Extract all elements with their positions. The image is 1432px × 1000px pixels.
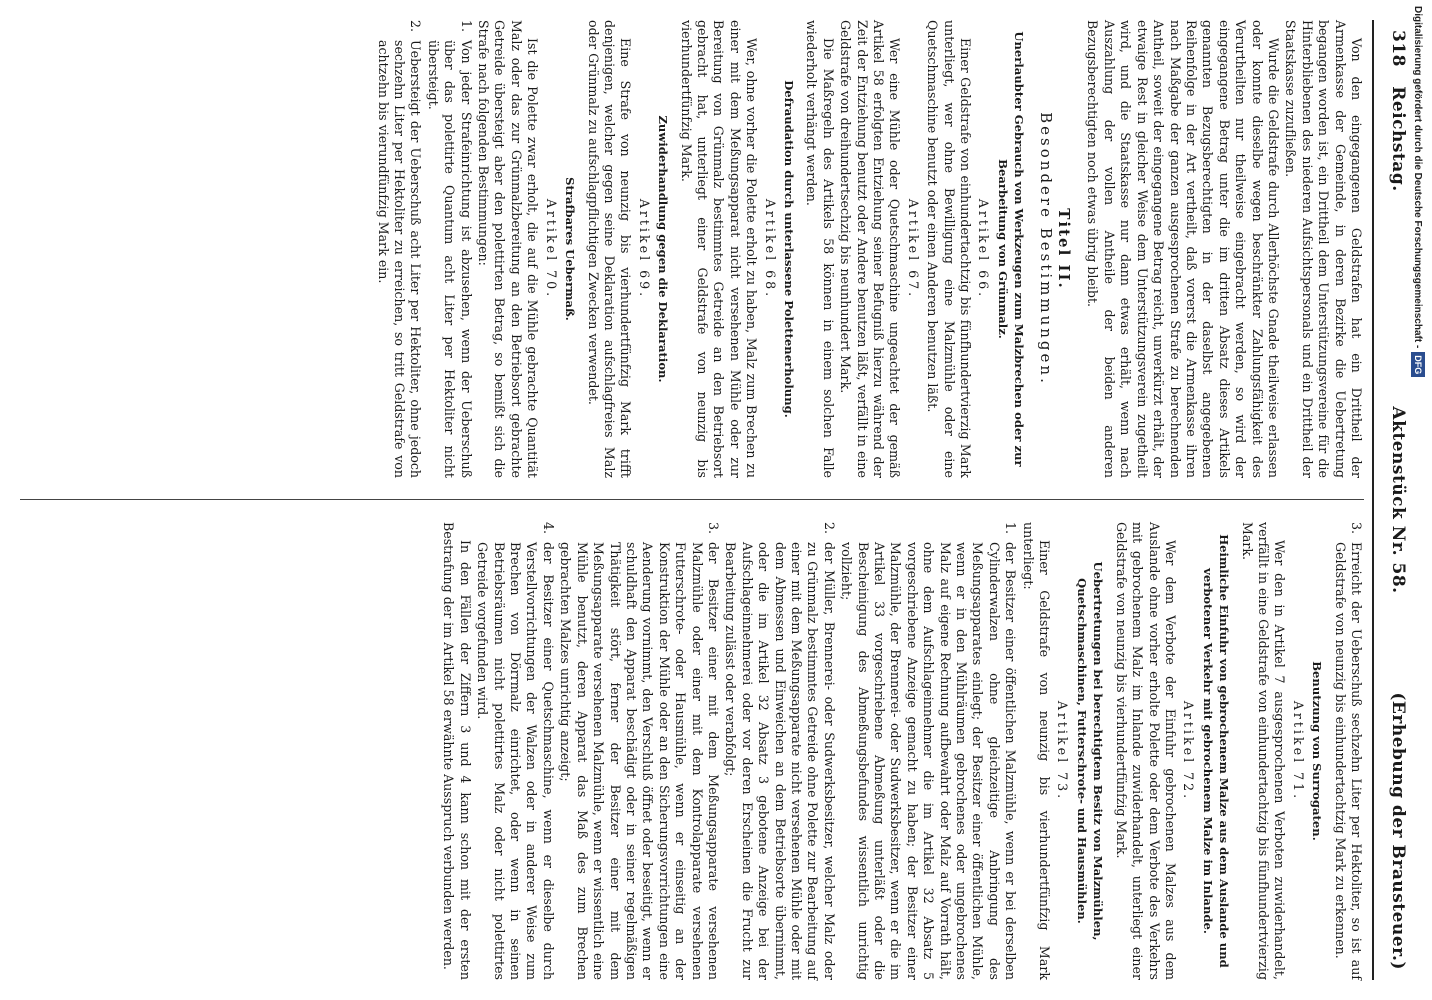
paragraph: Einer Geldstrafe von einhundertachtzig bis fünfhundertvierzig Mark unterliegt, wer ohne Bewilligung eine Malzmühle oder eine Quetschmaschine benutzt oder einen Anderen benutzen läßt. bbox=[925, 20, 974, 478]
header-rule bbox=[1372, 20, 1374, 980]
section-title: Titel II. bbox=[1055, 208, 1074, 290]
left-column bbox=[20, 20, 1364, 478]
page-number: 318 Reichstag. bbox=[1388, 30, 1408, 192]
list-item: 4. der Besitzer einer Quetschmaschine, wenn er dieselbe durch Verstellvorrichtungen der Walzen oder in anderer Weise zum Brechen von Dörrmalz einrichtet, oder wenn in seinen Betriebsräumen nicht polettirtes Malz oder nicht polettirtes Getreide vorgefunden wird. bbox=[475, 522, 556, 980]
paragraph: Wurde die Geldstrafe durch Allerhöchste Gnade theilweise erlassen oder konnte dieselbe wegen beschränkter Zahlungsfähigkeit des Verurtheilten nur theilweise eingebracht werden, so wird der eingegangene Betrag unter die im dritten Absatz dieses Artikels genannten Bezugsberechtigten in der daselbst angegebenen Reihenfolge in der Art vertheilt, daß vorerst die Armenkasse ihren nach Maßgabe der ganzen ausgesprochenen Strafe zu berechnenden Antheil, soweit der eingegangene Betrag reicht, unverkürzt erhält, der etwaige Rest in gleicher Weise dem Unterstützungsverein zugetheilt wird, und die Staatskasse nur dann etwas erhält, wenn nach Auszahlung der vollen Antheile der beiden anderen Bezugsberechtigten noch etwas übrig bleibt. bbox=[1085, 20, 1281, 478]
column-divider bbox=[20, 499, 1364, 500]
article-heading: Unerlaubter Gebrauch von Werkzeugen zum Malzbrechen oder zur Bearbeitung von Grünmalz. bbox=[995, 31, 1027, 467]
article-number: Artikel 66. bbox=[976, 198, 992, 300]
digitization-note: Digitalisierung gefördert durch die Deutsche Forschungsgemeinschaft -DFG bbox=[1406, 0, 1428, 1000]
article-heading: Uebertretungen bei berechtigtem Besitz von Malzmühlen, Quetschmaschinen, Futterschrote- und Hausmühlen. bbox=[1074, 561, 1106, 941]
paragraph: Einer Geldstrafe von neunzig bis vierhundertfünfzig Mark unterliegt: bbox=[1020, 522, 1053, 980]
article-heading: Heimliche Einfuhr von gebrochenem Malze aus dem Auslande und verbotener Verkehr mit gebrochenem Malze im Inlande. bbox=[1200, 534, 1232, 968]
header-left-title: Reichstag. bbox=[1388, 86, 1408, 192]
digitization-footer bbox=[1408, 0, 1430, 1000]
article-number: Artikel 72. bbox=[1181, 700, 1197, 802]
article-number: Artikel 70. bbox=[543, 198, 559, 300]
article-heading: Defraudation durch unterlassene Polettenerholung. bbox=[782, 80, 796, 418]
paragraph: Wer eine Mühle oder Quetschmaschine ungeachtet der gemäß Artikel 58 erfolgten Entziehung seiner Befugniß hierzu während der Zeit der Entziehung benutzt oder Andere benutzen läßt, verfällt in eine Geldstrafe von dreihundertsechzig bis neunhundert Mark. bbox=[838, 20, 903, 478]
article-number: Artikel 73. bbox=[1055, 700, 1071, 802]
list-item: 1. der Besitzer einer öffentlichen Malzmühle, wenn er bei derselben Cylinderwalzen ohne gleichzeitige Anbringung des Meßungsapparates einlegt; der Besitzer einer öffentlichen Mühle, wenn er in den Mühlräumen gebrochenes oder ungebrochenes Malz auf eigene Rechnung aufbewahrt oder Malz auf Vorrath hält, ohne dem Aufschlageinnehmer die im Artikel 32 Absatz 5 vorgeschriebene Anzeige gemacht zu haben; der Besitzer einer Malzmühle, der Brennerei- oder Sudwerksbesitzer, wenn er die im Artikel 33 vorgeschriebene Abmeßung unterläßt oder die Bescheinigung des Abmeßungsbefundes wissentlich unrichtig vollzieht; bbox=[839, 522, 1019, 980]
right-column bbox=[20, 522, 1364, 980]
dfg-logo: DFG bbox=[1411, 352, 1425, 377]
article-number: Artikel 67. bbox=[905, 198, 921, 300]
paragraph: Eine Strafe von neunzig bis vierhundertfünfzig Mark trifft denjenigen, welcher gegen seine Deklaration aufschlagfreies Malz oder Grünmalz zu aufschlagpflichtigen Zwecken verwendet. bbox=[585, 20, 634, 478]
paragraph: Wer dem Verbote der Einfuhr gebrochenen Malzes aus dem Auslande ohne vorher erholte Polette oder dem Verbote des Verkehrs mit gebrochenem Malz im Inlande zuwiderhandelt, unterliegt einer Geldstrafe von neunzig bis vierhundertfünfzig Mark. bbox=[1113, 522, 1178, 980]
list-item: 3. Erreicht der Ueberschuß sechzehn Liter per Hektoliter, so ist auf Geldstrafe von neunzig bis einhundertachtzig Mark zu erkennen. bbox=[1332, 522, 1364, 980]
header-right-title: (Erhebung der Brausteuer.) bbox=[1388, 692, 1408, 970]
section-subtitle: Besondere Bestimmungen. bbox=[1036, 112, 1055, 386]
list-item: 3. der Besitzer einer mit dem Meßungsapparate versehenen Malzmühle oder einer mit dem Kontrolapparate versehenen Futterschrote- oder Hausmühle, wenn er einseitig an der Konstruktion der Mühle oder an den Sicherungsvorrichtungen eine Aenderung vornimmt, den Verschluß öffnet oder beseitigt, wenn er schuldhaft den Apparat beschädigt oder in seiner regelmäßigen Thätigkeit stört, ferner der Besitzer einer mit dem Meßungsapparate versehenen Malzmühle, wenn er wissentlich eine Mühle benutzt, deren Apparat das Maß des zum Brechen gebrachten Malzes unrichtig anzeigt; bbox=[558, 522, 721, 980]
header-center-title: Aktenstück Nr. 58. bbox=[1388, 406, 1408, 594]
paragraph: Ist die Polette zwar erholt, die auf die Mühle gebrachte Quantität Malz oder das zur Grünmalzbereitung an den Betriebsort gebrachte Getreide übersteigt aber den polettirten Betrag, so bemißt sich die Strafe nach folgenden Bestimmungen: bbox=[476, 20, 541, 478]
article-heading: Zuwiderhandlung gegen die Deklaration. bbox=[656, 115, 671, 383]
list-item: 2. der Müller, Brennerei- oder Sudwerksbesitzer, welcher Malz oder zu Grünmalz bestimmtes Getreide ohne Polette zur Bearbeitung auf einer mit dem Meßungsapparate nicht versehenen Mühle oder mit dem Abmessen und Einweichen an dem Betriebsorte übernimmt, oder die im Artikel 32 Absatz 3 gebotene Anzeige bei der Aufschlageinnehmerei oder vor deren Erscheinen die Frucht zur Bearbeitung zulässt oder verabfolgt; bbox=[723, 522, 837, 980]
article-number: Artikel 71. bbox=[1290, 700, 1306, 802]
list-item: 2. Uebersteigt der Ueberschuß acht Liter per Hektoliter, ohne jedoch sechzehn Liter per Hektoliter zu erreichen, so tritt Geldstrafe von achtzehn bis vierundfünfzig Mark ein. bbox=[375, 20, 424, 478]
paragraph: Von den eingegangenen Geldstrafen hat ein Drittheil der Armenkasse der Gemeinde, in deren Bezirke die Uebertretung begangen worden ist, ein Drittheil dem Unterstützungsvereine für die Hinterbliebenen des niederen Aufsichtspersonals und ein Drittheil der Staatskasse zuzufließen. bbox=[1283, 20, 1364, 478]
paragraph: Die Maßregeln des Artikels 58 können in einem solchen Falle wiederholt verhängt werden. bbox=[804, 20, 836, 478]
numbered-list bbox=[374, 20, 473, 478]
numbered-list bbox=[1331, 522, 1364, 980]
article-heading: Strafbares Uebermaß. bbox=[563, 177, 578, 321]
paragraph: Wer, ohne vorher die Polette erholt zu haben, Malz zum Brechen zu einer mit dem Meßungsapparat nicht versehenen Mühle oder zur Bereitung von Grünmalz bestimmtes Getreide an den Betriebsort gebracht hat, unterliegt einer Geldstrafe von neunzig bis vierhundertfünfzig Mark. bbox=[678, 20, 760, 478]
numbered-list bbox=[474, 522, 1018, 980]
article-heading: Benutzung von Surrogaten. bbox=[1310, 661, 1325, 841]
list-item: 1. Von jeder Strafeinrichtung ist abzusehen, wenn der Ueberschuß über das polettirte Quantum acht Liter per Hektoliter nicht übersteigt. bbox=[425, 20, 474, 478]
article-number: Artikel 68. bbox=[762, 198, 778, 300]
paragraph: Wer den in Artikel 7 ausgesprochenen Verboten zuwiderhandelt, verfällt in eine Geldstrafe von einhundertachtzig bis fünfhundertvierzig Mark. bbox=[1239, 522, 1288, 980]
paragraph: In den Fällen der Ziffern 3 und 4 kann schon mit der ersten Bestrafung der im Artikel 58 erwähnte Ausspruch verbunden werden. bbox=[441, 522, 473, 980]
article-number: Artikel 69. bbox=[636, 198, 652, 300]
